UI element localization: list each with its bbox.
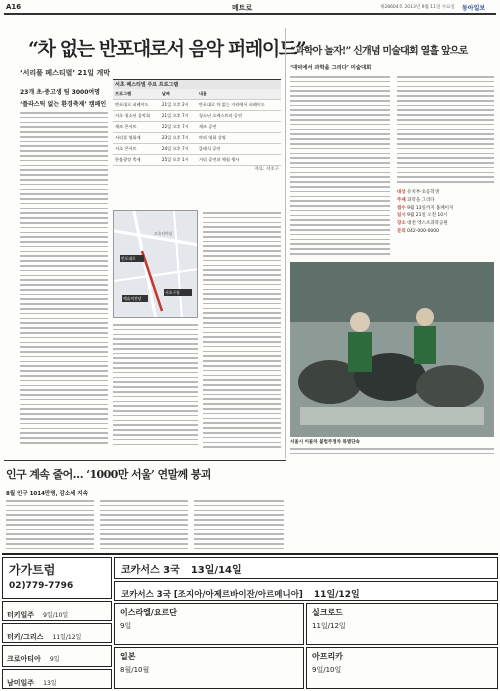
ad-box[interactable] — [306, 603, 498, 645]
ad-box[interactable] — [2, 601, 112, 621]
newspaper-logo: 동아일보 — [462, 5, 486, 12]
map-label: 서초구청 — [165, 290, 180, 295]
info-item — [397, 229, 494, 235]
info-key: 대상 — [397, 190, 406, 195]
ad-title: 터키일주 — [7, 611, 35, 619]
table-row — [113, 122, 281, 133]
ad-box[interactable] — [114, 647, 304, 689]
right-subheadline: ‘대덕에서 과학을 그리다’ 미술대회 — [290, 65, 372, 71]
sub-headline-3: ‘플라스틱 없는 환경축제’ 캠페인 — [20, 101, 107, 108]
info-value: 과학을 그리다 — [407, 197, 435, 203]
info-item — [397, 206, 494, 212]
table-cell: 21일 오후 2시 — [160, 100, 197, 111]
sub-headline: ‘서리풀 페스티벌’ 21일 개막 — [20, 69, 110, 77]
right-article-body-col1 — [290, 76, 390, 258]
ad-title: 일본 — [120, 652, 136, 661]
page-number: A16 — [6, 3, 22, 11]
ad-title: 터키/그리스 — [7, 633, 44, 641]
ad-detail: 11일/12일 — [313, 590, 360, 600]
ad-detail: 8월/10월 — [120, 666, 150, 674]
table-row — [113, 111, 281, 122]
map-label: 반포대로 — [121, 256, 136, 261]
table-cell: 21일 오후 7시 — [160, 111, 197, 122]
table-cell: 25일 오후 1시 — [160, 155, 197, 166]
table-row — [113, 144, 281, 155]
ad-detail: 9일/10일 — [312, 666, 342, 674]
right-headline: “과학아 놀자!” 신개념 미술대회 열흘 앞으로 — [290, 46, 468, 57]
news-photo — [290, 262, 494, 437]
ad-title: 코카서스 3국 [조지아/아제르바이잔/아르메니아] — [121, 590, 303, 600]
table-cell: 재즈 공연 — [197, 122, 281, 133]
right-article-body-col2 — [397, 76, 494, 186]
section-name: 메트로 — [232, 4, 253, 12]
ad-title: 아프리카 — [312, 652, 343, 661]
column-divider — [285, 28, 286, 458]
article-body-col2 — [113, 324, 198, 448]
sub-headline-2: 23개 초·중고생 팀 3000여명 — [20, 89, 100, 96]
ad-box[interactable] — [2, 557, 112, 599]
ad-title: 크로아티아 — [7, 655, 41, 663]
table-cell: 재즈 콘서트 — [113, 122, 160, 133]
main-headline: “차 없는 반포대로서 음악 퍼레이드” — [28, 38, 306, 60]
table-cell: 서초 청소년 음악회 — [113, 111, 160, 122]
info-value: 9월 13일까지 홈페이지 — [407, 205, 454, 211]
table-row — [113, 155, 281, 166]
photo-caption-title: 서울시 이륜차 불법주정차 특별단속 — [290, 440, 360, 445]
article2-headline: 인구 계속 줄어… ‘1000만 서울’ 연말께 붕괴 — [6, 468, 211, 481]
ad-box[interactable] — [2, 623, 112, 643]
table-cell: 서초 콘서트 — [113, 144, 160, 155]
article2-body-col2 — [100, 500, 188, 553]
info-key: 주제 — [397, 197, 406, 203]
table-header: 날짜 — [160, 89, 197, 100]
ad-detail: 11일/12일 — [312, 622, 346, 630]
ad-title: 가가트럼 — [9, 563, 56, 577]
table-row — [113, 100, 281, 111]
contest-info-box — [397, 190, 494, 237]
table-cell: 야외 영화 상영 — [197, 133, 281, 144]
issue-date: 제28604호 2013년 9월 11일 수요일 — [380, 5, 455, 10]
table-cell: 반포대로 차 없는 거리에서 퍼레이드 — [197, 100, 281, 111]
ad-detail: 13일 — [43, 680, 57, 687]
table-cell: 한울광장 축제 — [113, 155, 160, 166]
article2-subheadline: 8월 인구 1014만명, 감소세 지속 — [6, 491, 89, 497]
ad-title: 실크로드 — [312, 608, 343, 617]
table-row — [113, 133, 281, 144]
ad-box[interactable] — [114, 557, 498, 579]
photo-graphic — [290, 262, 494, 437]
program-table — [113, 79, 281, 174]
table-cell: 22일 오후 7시 — [160, 122, 197, 133]
table-cell: 클래식 공연 — [197, 144, 281, 155]
info-item — [397, 213, 494, 219]
ad-box[interactable] — [114, 603, 304, 645]
table-cell: 반포대로 퍼레이드 — [113, 100, 160, 111]
info-key: 접수 — [397, 205, 406, 211]
ad-box[interactable] — [2, 669, 112, 689]
info-key: 일시 — [397, 213, 406, 219]
header-rule — [4, 13, 496, 15]
table-cell: 23일 오후 7시 — [160, 133, 197, 144]
photo-caption-body — [290, 448, 494, 458]
ad-phone: 02)779-7796 — [9, 581, 74, 591]
ad-box[interactable] — [2, 645, 112, 667]
map-label: 고속터미널 — [154, 231, 173, 236]
table-title: 서초 페스티벌 주요 프로그램 — [113, 80, 281, 89]
article2-body-col1 — [6, 500, 94, 553]
info-key: 장소 — [397, 221, 406, 227]
location-map — [113, 210, 198, 318]
article-body-col1 — [20, 112, 108, 447]
ad-box[interactable] — [114, 581, 498, 601]
article2-body-col3 — [194, 500, 284, 553]
table-cell: 24일 오후 7시 — [160, 144, 197, 155]
info-value: 042-000-0000 — [407, 228, 440, 234]
ad-detail: 13일/14일 — [190, 565, 242, 576]
table-source: 자료: 서초구 — [254, 167, 279, 172]
table-header: 내용 — [197, 89, 281, 100]
info-value: 유치부·초등학생 — [407, 190, 439, 195]
section-rule — [4, 460, 286, 461]
ad-detail: 9일 — [120, 622, 132, 630]
info-value: 9월 21일 오전 10시 — [407, 213, 448, 219]
info-key: 문의 — [397, 228, 406, 234]
ad-detail: 9일/10일 — [43, 612, 69, 619]
ad-box[interactable] — [306, 647, 498, 689]
info-value: 대전 엑스포과학공원 — [407, 221, 448, 227]
ad-title: 이스라엘/요르단 — [120, 608, 178, 617]
article-body-col3 — [203, 212, 281, 451]
table-header: 프로그램 — [113, 89, 160, 100]
ad-title: 남미일주 — [7, 679, 35, 687]
ad-detail: 9일 — [49, 656, 60, 663]
table-cell: 거리 공연과 체험 행사 — [197, 155, 281, 166]
info-item — [397, 190, 494, 196]
photo-caption — [290, 440, 494, 446]
advertisement-section — [2, 553, 498, 689]
table-cell: 청소년 오케스트라 공연 — [197, 111, 281, 122]
map-label: 예술의전당 — [123, 296, 142, 301]
table-cell: 서리풀 영화제 — [113, 133, 160, 144]
info-item — [397, 198, 494, 204]
ad-detail: 11일/12일 — [52, 634, 82, 641]
ad-title: 코카서스 3국 — [121, 565, 180, 576]
info-item — [397, 221, 494, 227]
